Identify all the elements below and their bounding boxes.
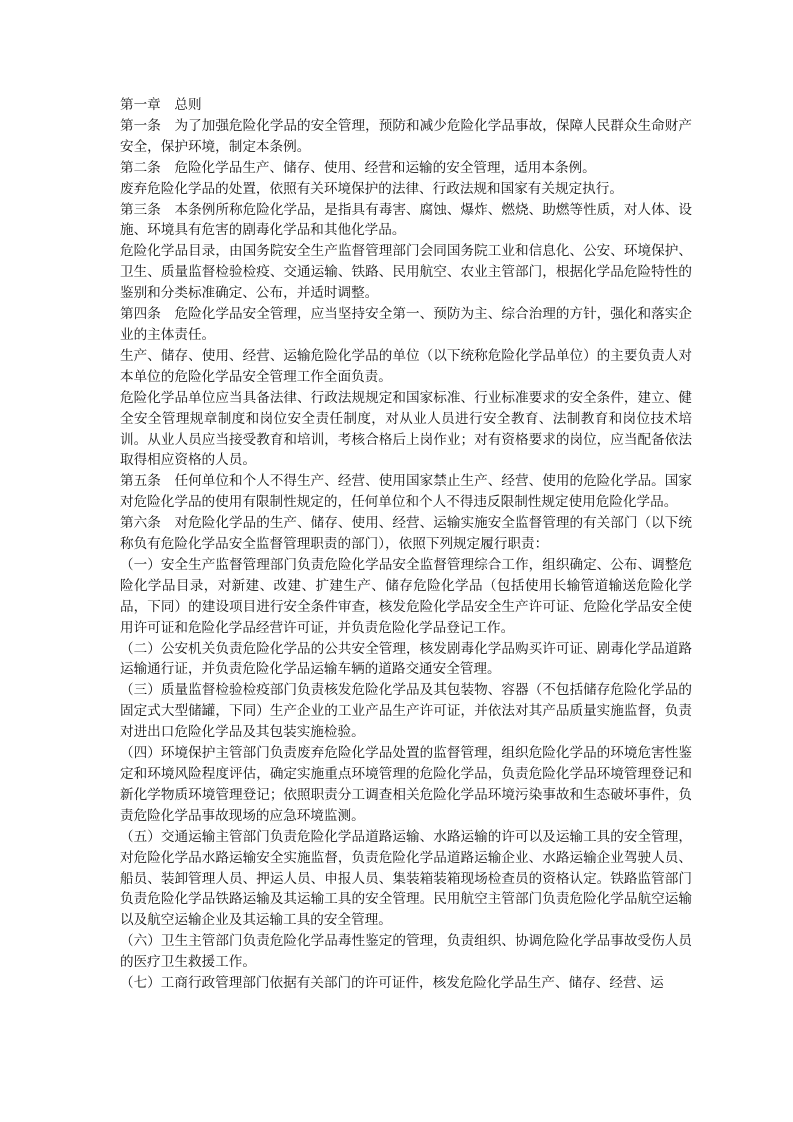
article-4: 第四条 危险化学品安全管理，应当坚持安全第一、预防为主、综合治理的方针，强化和落实企业的主体责任。: [120, 306, 692, 343]
article-6: 第六条 对危险化学品的生产、储存、使用、经营、运输实施安全监督管理的有关部门（以下统称负有危险化学品安全监督管理职责的部门），依照下列规定履行职责：: [120, 515, 692, 553]
article-3-paragraph-2: 危险化学品目录，由国务院安全生产监督管理部门会同国务院工业和信息化、公安、环境保护、卫生、质量监督检验检疫、交通运输、铁路、民用航空、农业主管部门，根据化学品危险特性的鉴别和分类标准确定、公布，并适时调整。: [120, 243, 692, 302]
article-6-item-4: （四）环境保护主管部门负责废弃危险化学品处置的监督管理，组织危险化学品的环境危害性鉴定和环境风险程度评估，确定实施重点环境管理的危险化学品，负责危险化学品环境管理登记和新化学物质环境管理登记；依照职责分工调查相关危险化学品环境污染事故和生态破坏事件，负责危险化学品事故现场的应急环境监测。: [120, 745, 692, 824]
article-6-item-1: （一）安全生产监督管理部门负责危险化学品安全监督管理综合工作，组织确定、公布、调整危险化学品目录，对新建、改建、扩建生产、储存危险化学品（包括使用长输管道输送危险化学品，下同）的建设项目进行安全条件审查，核发危险化学品安全生产许可证、危险化学品安全使用许可证和危险化学品经营许可证，并负责危险化学品登记工作。: [120, 556, 692, 636]
article-1: 第一条 为了加强危险化学品的安全管理，预防和减少危险化学品事故，保障人民群众生命财产安全，保护环境，制定本条例。: [120, 117, 692, 155]
article-6-item-6: （六）卫生主管部门负责危险化学品毒性鉴定的管理，负责组织、协调危险化学品事故受伤人员的医疗卫生救援工作。: [120, 933, 692, 971]
article-6-item-5: （五）交通运输主管部门负责危险化学品道路运输、水路运输的许可以及运输工具的安全管理，对危险化学品水路运输安全实施监督，负责危险化学品道路运输企业、水路运输企业驾驶人员、船员、装卸管理人员、押运人员、申报人员、集装箱装箱现场检查员的资格认定。铁路监管部门负责危险化学品铁路运输及其运输工具的安全管理。民用航空主管部门负责危险化学品航空运输以及航空运输企业及其运输工具的安全管理。: [120, 828, 692, 929]
article-2: 第二条 危险化学品生产、储存、使用、经营和运输的安全管理，适用本条例。: [120, 159, 596, 176]
article-6-item-2: （二）公安机关负责危险化学品的公共安全管理，核发剧毒化学品购买许可证、剧毒化学品道路运输通行证，并负责危险化学品运输车辆的道路交通安全管理。: [120, 640, 692, 678]
article-5: 第五条 任何单位和个人不得生产、经营、使用国家禁止生产、经营、使用的危险化学品。国家对危险化学品的使用有限制性规定的，任何单位和个人不得违反限制性规定使用危险化学品。: [120, 473, 692, 511]
article-6-item-7: （七）工商行政管理部门依据有关部门的许可证件，核发危险化学品生产、储存、经营、运: [120, 975, 664, 992]
article-6-item-3: （三）质量监督检验检疫部门负责核发危险化学品及其包装物、容器（不包括储存危险化学品的固定式大型储罐，下同）生产企业的工业产品生产许可证，并依法对其产品质量实施监督，负责对进出口危险化学品及其包装实施检验。: [120, 682, 692, 741]
article-4-paragraph-2: 生产、储存、使用、经营、运输危险化学品的单位（以下统称危险化学品单位）的主要负责人对本单位的危险化学品安全管理工作全面负责。: [120, 347, 692, 385]
article-4-paragraph-3: 危险化学品单位应当具备法律、行政法规规定和国家标准、行业标准要求的安全条件，建立、健全安全管理规章制度和岗位安全责任制度，对从业人员进行安全教育、法制教育和岗位技术培训。从业人员应当接受教育和培训，考核合格后上岗作业；对有资格要求的岗位，应当配备依法取得相应资格的人员。: [120, 389, 692, 469]
chapter-heading: 第一章 总则: [120, 97, 202, 113]
article-3: 第三条 本条例所称危险化学品，是指具有毒害、腐蚀、爆炸、燃烧、助燃等性质，对人体、设施、环境具有危害的剧毒化学品和其他化学品。: [120, 201, 692, 239]
document-body: [120, 95, 692, 994]
article-2-paragraph-2: 废弃危险化学品的处置，依照有关环境保护的法律、行政法规和国家有关规定执行。: [120, 180, 623, 197]
